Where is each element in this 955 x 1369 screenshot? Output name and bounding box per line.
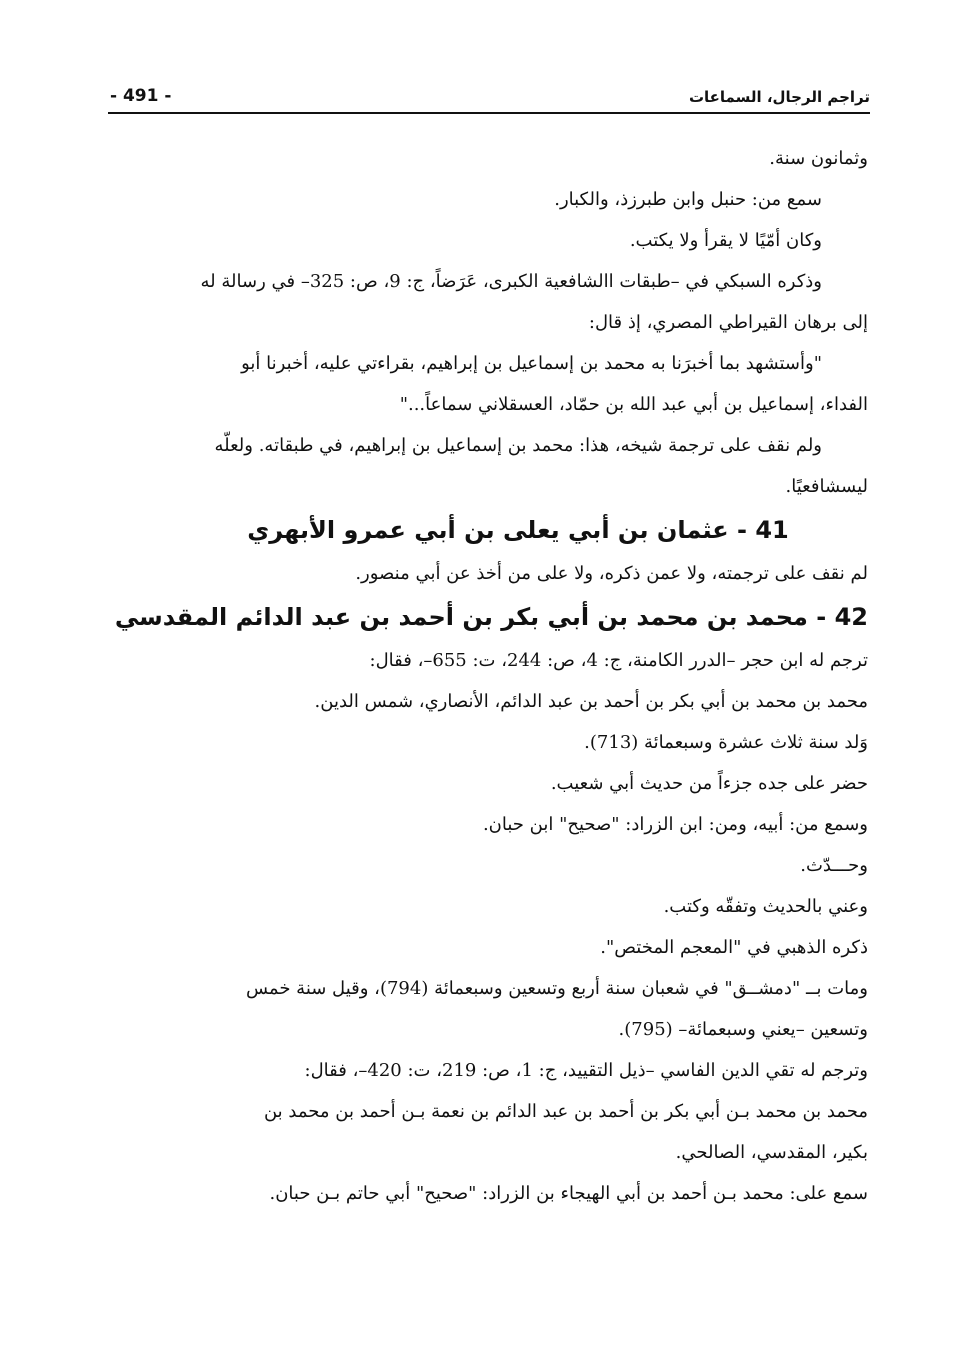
running-title: تراجم الرجال، السماعات [688, 88, 870, 106]
text-line: وَلد سنة ثلاث عشرة وسبعمائة (713). [584, 732, 868, 753]
text-line: لم نقف على ترجمته، ولا عمن ذكره، ولا على من أخذ عن أبي منصور. [355, 563, 868, 584]
text-line: إلى برهان القيراطي المصري، إذ قال: [588, 312, 868, 333]
text-line: وحـــدّث. [800, 855, 868, 876]
text-line: وسمع من: أبيه، ومن: ابن الزراد: "صحيح" ابن حبان. [482, 814, 868, 835]
text-line: الفداء، إسماعيل بن أبي عبد الله بن حمّاد، العسقلاني سماعاً..." [399, 394, 868, 415]
text-line: سمع على: محمد بـن أحمد بن أبي الهيجاء بن الزراد: "صحيح" أبي حاتم بـن حبان. [269, 1183, 868, 1204]
entry-heading-41: 41 - عثمان بن أبي يعلى بن أبي عمرو الأبهري [247, 516, 789, 544]
text-line: محمد بن محمد بن أبي بكر بن أحمد بن عبد الدائم، الأنصاري، شمس الدين. [314, 691, 868, 712]
text-line: وذكره السبكي في –طبقات االشافعية الكبرى، عَرَضاً، ج: 9، ص: 325– في رسالة له [200, 271, 822, 292]
text-line: ليسشافعيًا. [785, 476, 868, 497]
text-line: وعني بالحديث وتفقّه وكتب. [663, 896, 868, 917]
text-line: ترجم له ابن حجر –الدرر الكامنة، ج: 4، ص: 244، ت: 655–، فقال: [369, 650, 868, 671]
entry-heading-42: 42 - محمد بن محمد بن أبي بكر بن أحمد بن عبد الدائم المقدسي [114, 603, 868, 631]
text-line: بكير، المقدسي، الصالحي. [675, 1142, 868, 1163]
text-line: ذكره الذهبي في "المعجم المختص". [600, 937, 868, 958]
text-line: ومات بــ "دمشــق" في شعبان سنة أربع وتسعين وسبعمائة (794)، وقيل سنة خمس [245, 978, 868, 999]
text-line: وثمانون سنة. [769, 148, 868, 169]
text-line: سمع من: حنبل وابن طبرزذ، والكبار. [554, 189, 822, 210]
text-line: وتسعين –يعني وسبعمائة– (795). [618, 1019, 868, 1040]
text-line: وترجم له تقي الدين الفاسي –ذيل التقييد، ج: 1، ص: 219، ت: 420–، فقال: [304, 1060, 868, 1081]
text-line: ولم نقف على ترجمة شيخه، هذا: محمد بن إسماعيل بن إبراهيم، في طبقاته. ولعلّه [214, 435, 822, 456]
running-header [110, 80, 870, 110]
text-line: حضر على جده جزءاً من حديث أبي شعيب. [550, 773, 868, 794]
text-line: "وأستشهد بما أخبرَنا به محمد بن إسماعيل بن إبراهيم، بقراءتي عليه، أخبرنا أبو [241, 353, 822, 374]
page-number: - 491 - [110, 86, 172, 106]
text-line: محمد بن محمد بـن أبي بكر بن أحمد بن عبد الدائم بن نعمة بـن أحمد بن محمد بن [263, 1101, 868, 1122]
text-line: وكان أمّيًا لا يقرأ ولا يكتب. [629, 230, 822, 251]
header-rule [108, 112, 870, 114]
body-text [108, 138, 868, 1214]
